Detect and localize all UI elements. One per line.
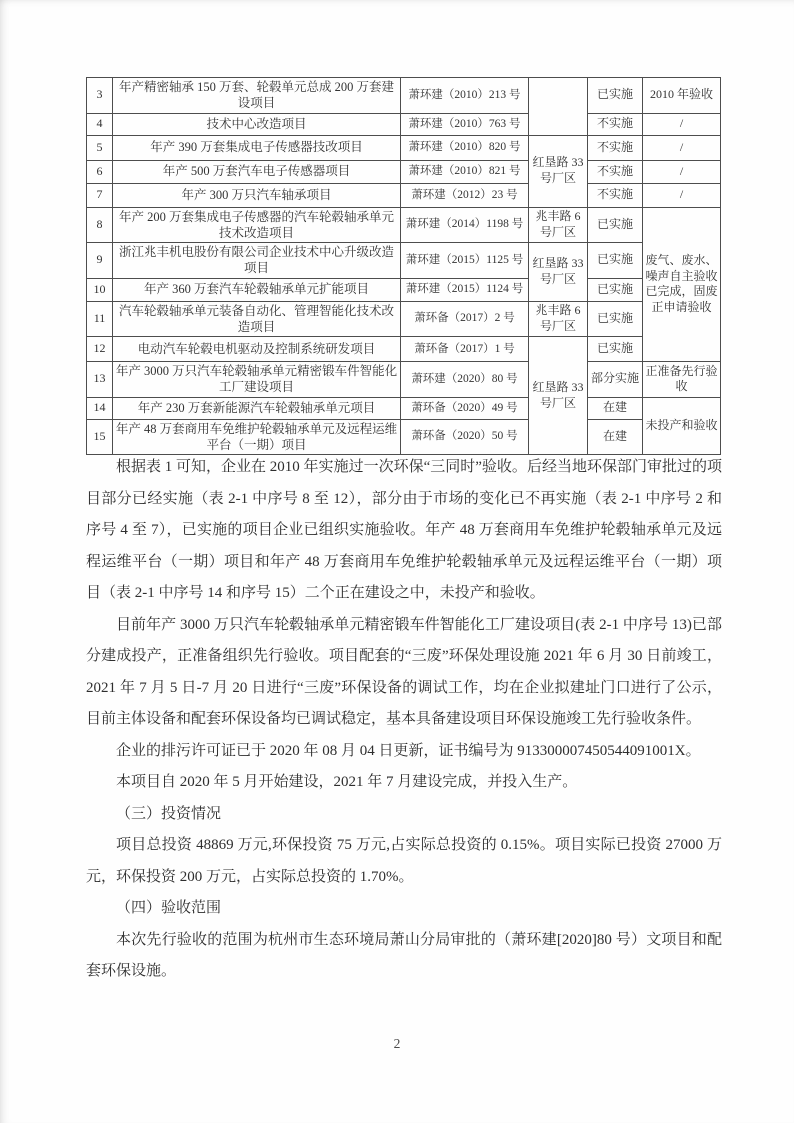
approval-doc-cell: 萧环备（2020）49 号 xyxy=(401,397,529,419)
approval-doc-cell: 萧环建（2010）213 号 xyxy=(401,78,529,114)
approval-doc-cell: 萧环建（2010）820 号 xyxy=(401,135,529,160)
project-name-cell: 年产 48 万套商用车免维护轮毂轴承单元及远程运维平台（一期）项目 xyxy=(113,419,401,455)
row-number-cell: 15 xyxy=(87,419,113,455)
page-number: 2 xyxy=(393,1036,401,1051)
project-table-wrapper xyxy=(86,77,721,455)
paragraph-overview: 根据表 1 可知，企业在 2010 年实施过一次环保“三同时”验收。后经当地环保部门审批过的项目部分已经实施（表 2-1 中序号 8 至 12），部分由于市场的变化已不再实施（表 2-1 中序号 2 和序号 4 至 7），已实施的项目企业已组织实施验收。年产 48 万套商用车免维护轮毂轴承单元及远程运维平台（一期）项目和年产 48 万套商用车免维护轮毂轴承单元及远程运维平台（一期）项目（表 2-1 中序号 14 和序号 15）二个正在建设之中，未投产和验收。 xyxy=(86,459,722,601)
table-row xyxy=(87,397,721,419)
row-number-cell: 4 xyxy=(87,113,113,135)
approval-doc-cell: 萧环备（2017）2 号 xyxy=(401,301,529,337)
table-row xyxy=(87,301,721,337)
location-cell xyxy=(529,78,588,136)
acceptance-cell: 2010 年验收 xyxy=(643,78,721,114)
table-row xyxy=(87,135,721,160)
location-cell: 兆丰路 6 号厂区 xyxy=(529,207,588,243)
row-number-cell: 6 xyxy=(87,160,113,183)
paragraph-permit: 企业的排污许可证已于 2020 年 08 月 04 日更新，证书编号为 913300007450544091001X。 xyxy=(116,742,701,759)
approval-doc-cell: 萧环建（2010）763 号 xyxy=(401,113,529,135)
section-heading-investment: （三）投资情况 xyxy=(116,805,222,822)
table-row xyxy=(87,419,721,455)
status-cell: 在建 xyxy=(588,419,643,455)
status-cell: 不实施 xyxy=(588,113,643,135)
table-row xyxy=(87,113,721,135)
row-number-cell: 9 xyxy=(87,243,113,279)
approval-doc-cell: 萧环备（2020）50 号 xyxy=(401,419,529,455)
status-cell: 不实施 xyxy=(588,183,643,207)
status-cell: 已实施 xyxy=(588,278,643,301)
row-number-cell: 11 xyxy=(87,301,113,337)
acceptance-cell: / xyxy=(643,135,721,160)
status-cell: 已实施 xyxy=(588,337,643,362)
acceptance-cell: 未投产和验收 xyxy=(643,397,721,455)
table-row xyxy=(87,183,721,207)
paragraph-current-project: 目前年产 3000 万只汽车轮毂轴承单元精密锻车件智能化工厂建设项目(表 2-1 中序号 13)已部分建成投产，正准备组织先行验收。项目配套的“三废”环保处理设施 2021 年 6 月 30 日前竣工，2021 年 7 月 5 日-7 月 20 日进行“三废”环保设备的调试工作，均在企业拟建址门口进行了公示，目前主体设备和配套环保设备均已调试稳定，基本具备建设项目环保设施竣工先行验收条件。 xyxy=(86,616,722,727)
acceptance-cell: / xyxy=(643,160,721,183)
row-number-cell: 10 xyxy=(87,278,113,301)
row-number-cell: 3 xyxy=(87,78,113,114)
project-name-cell: 年产精密轴承 150 万套、轮毂单元总成 200 万套建设项目 xyxy=(113,78,401,114)
project-name-cell: 电动汽车轮毂电机驱动及控制系统研发项目 xyxy=(113,337,401,362)
status-cell: 不实施 xyxy=(588,160,643,183)
status-cell: 在建 xyxy=(588,397,643,419)
approval-doc-cell: 萧环建（2020）80 号 xyxy=(401,362,529,398)
project-name-cell: 技术中心改造项目 xyxy=(113,113,401,135)
table-row xyxy=(87,78,721,114)
approval-doc-cell: 萧环建（2015）1124 号 xyxy=(401,278,529,301)
approval-doc-cell: 萧环建（2012）23 号 xyxy=(401,183,529,207)
status-cell: 已实施 xyxy=(588,78,643,114)
document-body xyxy=(86,452,722,988)
project-table xyxy=(86,77,721,455)
status-cell: 部分实施 xyxy=(588,362,643,398)
approval-doc-cell: 萧环建（2010）821 号 xyxy=(401,160,529,183)
project-name-cell: 年产 230 万套新能源汽车轮毂轴承单元项目 xyxy=(113,397,401,419)
table-row xyxy=(87,337,721,362)
acceptance-cell: 正准备先行验收 xyxy=(643,362,721,398)
table-row xyxy=(87,243,721,279)
project-name-cell: 年产 3000 万只汽车轮毂轴承单元精密锻车件智能化工厂建设项目 xyxy=(113,362,401,398)
paragraph-scope: 本次先行验收的范围为杭州市生态环境局萧山分局审批的（萧环建[2020]80 号）文项目和配套环保设施。 xyxy=(86,931,722,979)
project-name-cell: 年产 200 万套集成电子传感器的汽车轮毂轴承单元技术改造项目 xyxy=(113,207,401,243)
location-cell: 红垦路 33 号厂区 xyxy=(529,243,588,302)
acceptance-cell: / xyxy=(643,183,721,207)
project-name-cell: 年产 300 万只汽车轴承项目 xyxy=(113,183,401,207)
row-number-cell: 14 xyxy=(87,397,113,419)
project-name-cell: 汽车轮毂轴承单元装备自动化、管理智能化技术改造项目 xyxy=(113,301,401,337)
status-cell: 已实施 xyxy=(588,243,643,279)
row-number-cell: 7 xyxy=(87,183,113,207)
approval-doc-cell: 萧环建（2015）1125 号 xyxy=(401,243,529,279)
project-name-cell: 浙江兆丰机电股份有限公司企业技术中心升级改造项目 xyxy=(113,243,401,279)
location-cell: 兆丰路 6 号厂区 xyxy=(529,301,588,337)
acceptance-cell: / xyxy=(643,113,721,135)
section-heading-scope: （四）验收范围 xyxy=(116,900,222,916)
row-number-cell: 5 xyxy=(87,135,113,160)
table-row xyxy=(87,278,721,301)
approval-doc-cell: 萧环备（2017）1 号 xyxy=(401,337,529,362)
acceptance-cell: 废气、废水、噪声自主验收已完成，固废正申请验收 xyxy=(643,207,721,362)
project-name-cell: 年产 360 万套汽车轮毂轴承单元扩能项目 xyxy=(113,278,401,301)
paragraph-construction: 本项目自 2020 年 5 月开始建设，2021 年 7 月建设完成，并投入生产。 xyxy=(116,774,578,790)
status-cell: 不实施 xyxy=(588,135,643,160)
row-number-cell: 8 xyxy=(87,207,113,243)
project-name-cell: 年产 390 万套集成电子传感器技改项目 xyxy=(113,135,401,160)
row-number-cell: 13 xyxy=(87,362,113,398)
status-cell: 已实施 xyxy=(588,301,643,337)
paragraph-investment: 项目总投资 48869 万元,环保投资 75 万元,占实际总投资的 0.15%。项目实际已投资 27000 万元，环保投资 200 万元，占实际总投资的 1.70%。 xyxy=(86,837,722,885)
table-row xyxy=(87,207,721,243)
project-name-cell: 年产 500 万套汽车电子传感器项目 xyxy=(113,160,401,183)
status-cell: 已实施 xyxy=(588,207,643,243)
table-row xyxy=(87,160,721,183)
table-row xyxy=(87,362,721,398)
location-cell: 红垦路 33 号厂区 xyxy=(529,135,588,207)
location-cell: 红垦路 33 号厂区 xyxy=(529,337,588,455)
approval-doc-cell: 萧环建（2014）1198 号 xyxy=(401,207,529,243)
row-number-cell: 12 xyxy=(87,337,113,362)
